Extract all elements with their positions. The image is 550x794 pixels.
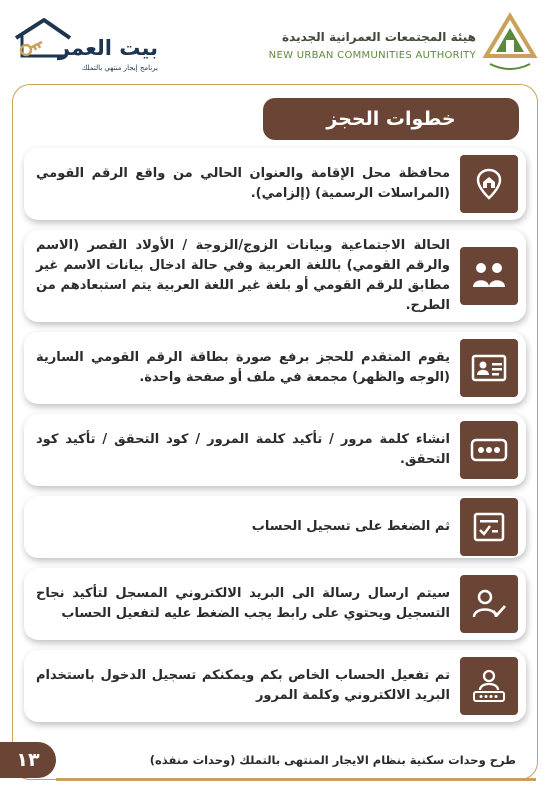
step-card xyxy=(24,496,526,558)
step-icon-box xyxy=(460,155,518,213)
step-text: سيتم ارسال رسالة الى البريد الالكتروني المسجل لتأكيد نجاح التسجيل ويحتوي على رابط يجب الضغط عليه لتفعيل الحساب xyxy=(36,586,450,621)
footer-text: طرح وحدات سكنية بنظام الايجار المنتهى بالتملك (وحدات منفذه) xyxy=(149,753,516,767)
step-card xyxy=(24,230,526,322)
step-icon-box xyxy=(460,498,518,556)
authority-name-en: NEW URBAN COMMUNITIES AUTHORITY xyxy=(268,50,476,61)
password-dots-icon xyxy=(470,437,508,463)
id-card-icon xyxy=(471,353,507,383)
page-number: ١٣ xyxy=(0,742,56,778)
step-card xyxy=(24,414,526,486)
step-icon-box xyxy=(460,421,518,479)
step-text: انشاء كلمة مرور / تأكيد كلمة المرور / كود التحقق / تأكيد كود التحقق. xyxy=(36,432,450,467)
step-card xyxy=(24,148,526,220)
step-text: الحالة الاجتماعية وبيانات الزوج/الزوجة / الأولاد القصر (الاسم والرقم القومي) باللغة العربية وفي حالة ادخال بيانات الاسم غير مطابق للرقم القومي أو بلغة غير اللغة العربية يتم استبعادهم من الطرح. xyxy=(36,238,450,313)
page-header xyxy=(0,0,550,84)
footer-divider xyxy=(56,778,536,781)
step-text: يقوم المتقدم للحجز برفع صورة بطاقة الرقم القومي السارية (الوجه والظهر) مجمعة في ملف أو صفحة واحدة. xyxy=(36,350,450,385)
authority-logo-icon xyxy=(482,12,538,76)
user-verified-icon xyxy=(471,587,507,621)
step-text: ثم الضغط على تسجيل الحساب xyxy=(251,519,450,534)
step-text: تم تفعيل الحساب الخاص بكم ويمكنكم تسجيل الدخول باستخدام البريد الالكتروني وكلمة المرور xyxy=(36,668,450,703)
step-icon-box xyxy=(460,575,518,633)
user-login-icon xyxy=(471,668,507,704)
step-card xyxy=(24,568,526,640)
step-card xyxy=(24,332,526,404)
brand-tagline: برنامج إيجار منتهي بالتملك xyxy=(81,64,158,72)
location-pin-house-icon xyxy=(472,167,506,201)
step-text: محافظة محل الإقامة والعنوان الحالي من واقع الرقم القومي (المراسلات الرسمية) (إلزامي). xyxy=(36,166,450,201)
family-people-icon xyxy=(470,259,508,293)
brand-name: بيت العمر xyxy=(57,36,158,60)
page-title: خطوات الحجز xyxy=(263,98,519,140)
step-icon-box xyxy=(460,247,518,305)
authority-name-ar: هيئة المجتمعات العمرانية الجديدة xyxy=(282,30,476,44)
step-icon-box xyxy=(460,657,518,715)
step-icon-box xyxy=(460,339,518,397)
brand-logo xyxy=(12,14,162,74)
registration-form-check-icon xyxy=(472,510,506,544)
step-card xyxy=(24,650,526,722)
